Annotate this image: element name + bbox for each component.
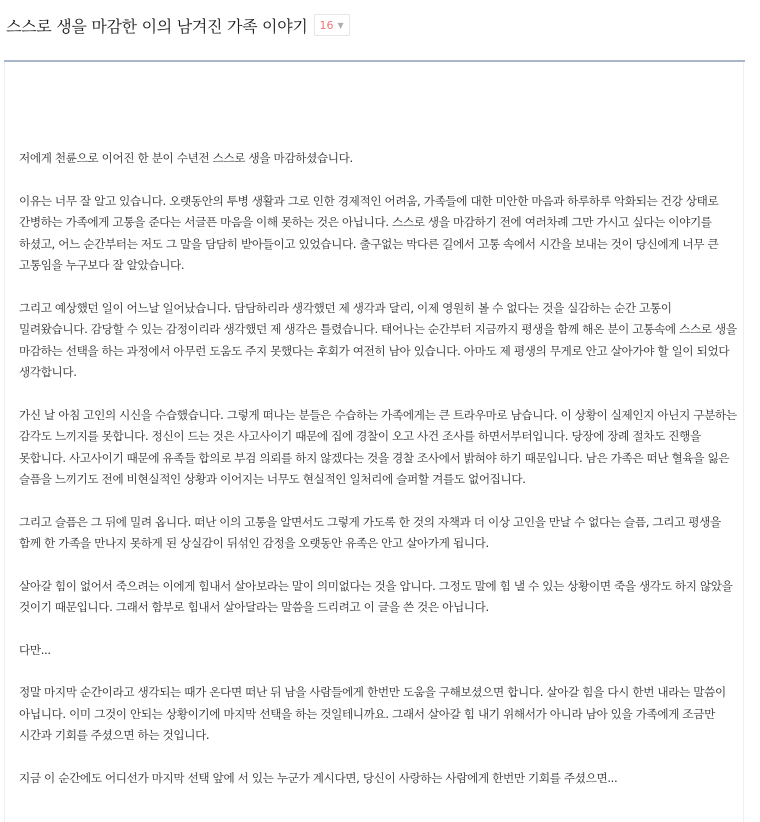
article-paragraph: 이유는 너무 잘 알고 있습니다. 오랫동안의 투병 생활과 그로 인한 경제적인 어려움, 가족들에 대한 미안한 마음과 하루하루 악화되는 건강 상태로 간병하는 가족에게 고통을 준다는 서글픈 마음을 이해 못하는 것은 아닙니다. 스스로 생을 마감하기 전에 여러차례 그만 가시고 싶다는 이야기를 하셨고, 어느 순간부터는 저도 그 말을 담담히 받아들이고 있었습니다. 출구없는 막다른 길에서 고통 속에서 시간을 보내는 것이 당신에게 너무 큰 고통임을 누구보다 잘 알았습니다. (19, 193, 719, 272)
article-paragraph: 저에게 천륜으로 이어진 한 분이 수년전 스스로 생을 마감하셨습니다. (19, 151, 353, 165)
comment-count: 16 (319, 18, 334, 32)
article-paragraph: 그리고 슬픔은 그 뒤에 밀려 옵니다. 떠난 이의 고통을 알면서도 그렇게 가도록 한 것의 자책과 더 이상 고인을 만날 수 없다는 슬픔, 그리고 평생을 함께 한 가족을 만나지 못하게 된 상실감이 뒤섞인 감정을 오랫동안 유족은 안고 살아가게 됩니다. (19, 514, 721, 550)
post-header (6, 12, 350, 38)
post-title: 스스로 생을 마감한 이의 남겨진 가족 이야기 (6, 16, 308, 36)
article-paragraph: 그리고 예상했던 일이 어느날 일어났습니다. 담담하리라 생각했던 제 생각과 달리, 이제 영원히 볼 수 없다는 것을 실감하는 순간 고통이 밀려왔습니다. 감당할 수 있는 감정이리라 생각했던 제 생각은 틀렸습니다. 태어나는 순간부터 지금까지 평생을 함께 해온 분이 고통속에 스스로 생을 마감하는 선택을 하는 과정에서 아무런 도움도 주지 못했다는 후회가 여전히 남아 있습니다. 아마도 제 평생의 무게로 안고 살아가야 할 일이 되었다 생각합니다. (19, 300, 737, 379)
article-paragraph: 정말 마지막 순간이라고 생각되는 때가 온다면 떠난 뒤 남을 사람들에게 한번만 도움을 구해보셨으면 합니다. 살아갈 힘을 다시 한번 내라는 말씀이 아닙니다. 이미 그것이 안되는 상황이기에 마지막 선택을 하는 것일테니까요. 그래서 살아갈 힘 내기 위해서가 아니라 남아 있을 가족에게 조금만 시간과 기회를 주셨으면 하는 것입니다. (19, 685, 726, 742)
article-body (19, 148, 737, 810)
comment-count-button[interactable] (314, 14, 350, 36)
article-paragraph: 지금 이 순간에도 어디선가 마지막 선택 앞에 서 있는 누군가 계시다면, 당신이 사랑하는 사람에게 한번만 기회를 주셨으면... (19, 770, 618, 785)
chevron-down-icon: ▼ (337, 20, 344, 30)
article-paragraph: 살아갈 힘이 없어서 죽으려는 이에게 힘내서 살아보라는 말이 의미없다는 것을 압니다. 그정도 말에 힘 낼 수 있는 상황이면 죽을 생각도 하지 않았을 것이기 때문입니다. 그래서 함부로 힘내서 살아달라는 말씀을 드리려고 이 글을 쓴 것은 아닙니다. (19, 578, 733, 614)
article-container (4, 62, 744, 822)
article-paragraph: 다만... (19, 642, 51, 657)
article-paragraph: 가신 날 아침 고인의 시신을 수습했습니다. 그렇게 떠나는 분들은 수습하는 가족에게는 큰 트라우마로 남습니다. 이 상황이 실제인지 아닌지 구분하는 감각도 느끼지를 못합니다. 정신이 드는 것은 사고사이기 때문에 집에 경찰이 오고 사건 조사를 하면서부터입니다. 당장에 장례 절차도 진행을 못합니다. 사고사이기 때문에 유족들 합의로 부검 의뢰를 하지 않겠다는 것을 경찰 조사에서 밝혀야 하기 때문입니다. 남은 가족은 떠난 혈육을 잃은 슬픔을 느끼기도 전에 비현실적인 상황과 이어지는 너무도 현실적인 일처리에 슬퍼할 겨를도 없어집니다. (19, 407, 737, 486)
